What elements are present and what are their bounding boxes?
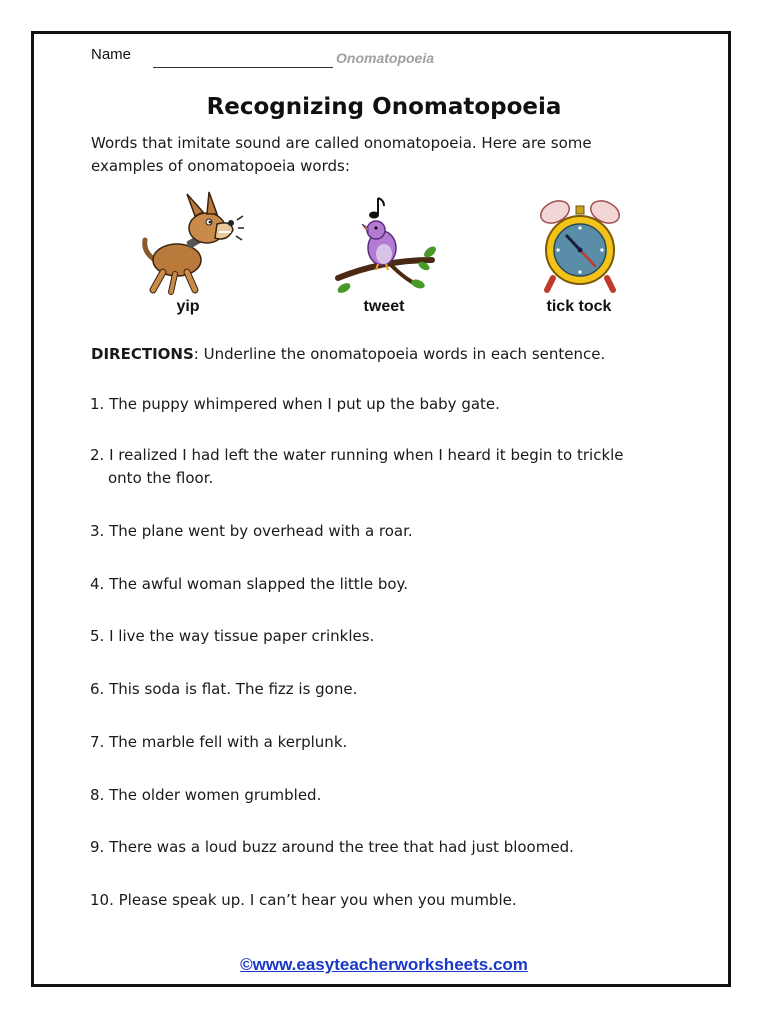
directions-label: DIRECTIONS	[91, 345, 194, 363]
question-4	[90, 573, 690, 596]
question-5	[90, 625, 690, 648]
intro-line-1: Words that imitate sound are called onomatopoeia. Here are some	[91, 134, 592, 152]
question-8	[90, 784, 690, 807]
example-word-yip: yip	[176, 298, 200, 315]
question-text: 3. The plane went by overhead with a roar.	[90, 522, 413, 540]
topic-label: Onomatopoeia	[336, 50, 435, 66]
question-text: 6. This soda is flat. The fizz is gone.	[90, 680, 358, 698]
question-text: 5. I live the way tissue paper crinkles.	[90, 627, 375, 645]
example-word-tweet: tweet	[363, 298, 405, 315]
question-10	[90, 889, 690, 912]
question-7	[90, 731, 690, 754]
question-1	[90, 393, 690, 416]
question-text: 8. The older women grumbled.	[90, 786, 322, 804]
directions-text: : Underline the onomatopoeia words in each sentence.	[193, 345, 606, 363]
question-text: 7. The marble fell with a kerplunk.	[90, 733, 348, 751]
question-text: 9. There was a loud buzz around the tree that had just bloomed.	[90, 838, 574, 856]
question-text: 2. I realized I had left the water running when I heard it begin to trickle	[90, 446, 624, 464]
question-text: 1. The puppy whimpered when I put up the baby gate.	[90, 395, 500, 413]
question-2	[90, 444, 690, 490]
question-3	[90, 520, 690, 543]
question-text-continued: onto the floor.	[108, 469, 214, 487]
example-word-tick-tock: tick tock	[546, 298, 612, 315]
barking-dog-icon	[135, 190, 245, 295]
singing-bird-icon	[332, 190, 442, 295]
footer-website-link[interactable]: ©www.easyteacherworksheets.com	[240, 955, 528, 974]
page-title: Recognizing Onomatopoeia	[206, 94, 562, 120]
question-text: 4. The awful woman slapped the little boy.	[90, 575, 409, 593]
question-text: 10. Please speak up. I can’t hear you when you mumble.	[90, 891, 517, 909]
question-9	[90, 836, 690, 859]
directions	[91, 345, 691, 363]
name-input-line[interactable]	[153, 67, 333, 68]
intro-text	[91, 132, 651, 178]
alarm-clock-icon	[525, 190, 635, 295]
question-6	[90, 678, 690, 701]
intro-line-2: examples of onomatopoeia words:	[91, 157, 350, 175]
name-label: Name	[91, 46, 132, 63]
